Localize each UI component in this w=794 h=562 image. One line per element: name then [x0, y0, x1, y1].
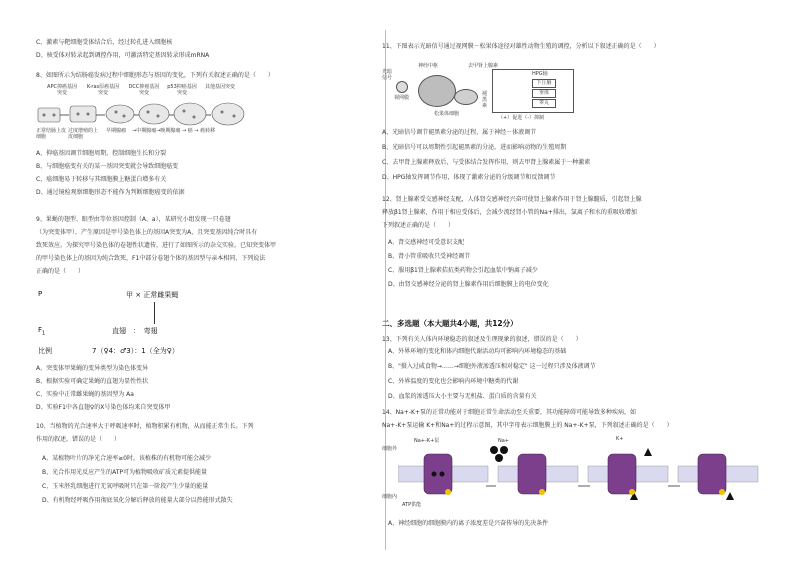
q10-option-b: B、光合作用光反应产生的ATP可为植物吸收矿质元素提供能量 — [42, 469, 208, 476]
stage-sequence: →中期腺瘤→晚期腺瘤 → 癌 → 癌转移 — [132, 128, 216, 134]
section-heading: 二、多选题（本大题共4小题，共12分） — [382, 319, 518, 328]
q8-option-c: C、癌细胞易于转移与其细胞膜上糖蛋白增多有关 — [36, 176, 167, 183]
q10-option-c: C、玉米胚乳细胞进行无氧呼吸时只在第一阶段产生少量的能量 — [42, 483, 209, 490]
q9-stem — [36, 213, 276, 278]
outside-label: 细胞外 — [382, 446, 398, 452]
pineal-gland — [454, 89, 478, 105]
q10-stem — [36, 420, 254, 446]
right-column — [382, 0, 794, 562]
pineal-pathway-figure — [382, 55, 592, 125]
q9-line-5: 正确的是（ ） — [36, 268, 85, 275]
retina-eye — [396, 81, 408, 93]
gene-kras: K-ras原癌基因突变 — [86, 84, 120, 96]
stage-early-adenoma: 早期腺瘤 — [106, 128, 127, 134]
q9-line-3: 致死效应。为探究甲号染色体的卷翅性状遗传，进行了如图所示的杂交实验。已知突变体甲 — [36, 242, 277, 249]
melatonin-label: 褪黑素 — [482, 91, 488, 109]
k-label: K+ — [616, 436, 624, 442]
pituitary-box: 垂体 — [532, 89, 556, 98]
pump-label: Na+-K+泵 — [414, 438, 440, 444]
cross-line — [154, 302, 155, 324]
q12-line-1: 12、肾上腺素受交感神经支配，人体肾交感神经兴奋可使肾上腺素作用于肾上腺髓质，引起肾上腺 — [382, 196, 642, 203]
q9-option-b: B、根据实验可确定果蝇的直翅为显性性状 — [36, 378, 149, 385]
gene-apc: APC抑癌基因突变 — [47, 84, 77, 96]
testis-box: 睾丸 — [532, 99, 556, 108]
neural-center-label: 神经中枢 — [418, 63, 439, 69]
q12-option-b: B、肾小管重吸收只受神经调节 — [388, 253, 471, 260]
retina-label: 视网膜 — [394, 95, 410, 101]
gene-p53: p53抑癌基因突变 — [167, 84, 197, 96]
cross-p: P — [38, 290, 43, 298]
q13-option-c: C、外界温度的变化也会影响内环境中糖类的代谢 — [388, 378, 519, 385]
q11-option-a: A、光暗信号调节褪黑素分泌的过程，属于神经－体液调节 — [382, 129, 537, 136]
option-d: D、核受体对转录起到调控作用，可激活特定基因转录形成mRNA — [36, 52, 210, 59]
q14-line-1: 14、Na+-K+泵的正常功能对于细胞正常生命活动至关重要，其功能障碍可能导致多种疾病，如 — [382, 409, 636, 416]
q10-line-2: 作用的叙述，错误的是（ ） — [36, 436, 121, 443]
left-column — [0, 0, 388, 562]
brain-center — [418, 75, 456, 107]
q12-option-a: A、肾交感神经可受意识支配 — [388, 239, 465, 246]
q12-options — [388, 236, 549, 292]
q13-option-a: A、外界环境的变化和体内细胞代谢活动均可影响内环境稳态的基础 — [388, 348, 567, 355]
q14-option-a: A、神经细胞的细胞膜内的离子浓度差是兴奋传导的先决条件 — [388, 520, 549, 527]
cross-parents: 甲 × 正常雌果蝇 — [126, 291, 179, 299]
gene-other: 其他基因突变 — [204, 84, 235, 90]
q9-option-c: C、实验中正常雌果蝇的基因型为 Aa — [36, 391, 134, 398]
q8-option-a: A、抑癌基因调节细胞周期，控制细胞生长和分裂 — [36, 150, 167, 157]
q11-option-c: C、去甲肾上腺素释放后，与受体结合发挥作用，则去甲肾上腺素属于一种激素 — [382, 159, 591, 166]
q9-option-d: D、实验F1中各直翅♀的X号染色体均来自突变体甲 — [36, 404, 171, 411]
na-label: Na+ — [498, 438, 509, 444]
q11-options — [382, 126, 590, 186]
q12-line-3: 下列叙述正确的是（ ） — [382, 222, 455, 229]
q14-line-2: Na+-K+泵运输 K+和Na+的过程示意图，其中字母表示细胞膜上的 Na+-K+泵，下列叙述正确的是（ ） — [382, 422, 673, 429]
q13-option-d: D、血浆的渗透压大小主要与无机盐、蛋白质的含量有关 — [388, 393, 537, 400]
cross-f1: $F_1$ — [38, 326, 46, 337]
na-k-pump-figure — [382, 436, 782, 512]
q10-options — [42, 452, 233, 508]
q8-options — [36, 147, 185, 199]
q12-option-c: C、服用β1肾上腺素拮抗类药物会引起血浆中钠离子减少 — [388, 267, 538, 274]
inside-label: 细胞内 — [382, 494, 398, 500]
q10-option-a: A、某植物叶片的净光合速率≥0时，该植株的有机物可能会减少 — [42, 455, 211, 462]
stage-normal: 正常结肠上皮细胞 — [36, 128, 67, 140]
hypothalamus-box: 下丘脑 — [532, 79, 556, 88]
q12-stem — [382, 193, 642, 232]
option-c: C、激素与靶细胞受体结合后，经过转孔进入细胞核 — [36, 39, 173, 46]
gene-dcc: DCC抑癌基因突变 — [128, 84, 160, 96]
cell-morphology-strip — [36, 100, 381, 128]
q9-line-4: 的甲号染色体上的基因为纯合致死，F1中部分卷翅个体的基因型与亲本相同，下列说法 — [36, 255, 266, 262]
q11-stem: 11、下图表示光暗信号通过视网膜－松果体途径对雄性动物生殖的调控，分析以下叙述正确的是（ ） — [382, 43, 660, 50]
pump-stages-svg — [398, 446, 778, 504]
q12-line-2: 释放β1肾上腺素，作用于相应受体后，会减少流经肾小管的Na+排出，氯离子和水的重吸收增加 — [382, 209, 637, 216]
q11-option-d: D、HPG轴发挥调节作用，体现了激素分泌的分级调节和反馈调节 — [382, 174, 556, 181]
cross-ratio-label: 比例 — [38, 347, 52, 355]
colon-cancer-figure — [36, 84, 381, 140]
q12-option-d: D、由肾交感神经分泌的肾上腺素作用后细胞膜上的电位变化 — [388, 281, 549, 288]
q13-option-b: B、"摄入过咸食物→……→细胞外液渗透压相对稳定" 这一过程只涉及体液调节 — [388, 363, 596, 370]
stage-hyperplasia: 过度增殖的上皮细胞 — [68, 128, 99, 140]
light-signal-label: 光暗信号 — [382, 69, 393, 81]
q9-option-a: A、突变体甲果蝇的变异类型为染色体变异 — [36, 365, 149, 372]
cross-ratio: 7（♀4：♂3）：1（全为♀） — [92, 347, 179, 355]
pineal-cell-label: 松果体细胞 — [434, 111, 460, 117]
q13-stem: 13、下列有关人体内环境稳态的叙述及生理现象的叙述，错误的是（ ） — [382, 336, 582, 343]
q7-options-tail — [36, 36, 209, 62]
q8-option-b: B、与细胞癌变有关的某一基因突变就会导致细胞癌变 — [36, 163, 179, 170]
q10-line-1: 10、当植物的光合速率大于呼吸速率时，植物积累有机物，从而能正常生长。下列 — [36, 423, 254, 430]
atp-label: ATP供能 — [402, 502, 422, 508]
q8-stem: 8、如图所示为结肠癌发病过程中细胞形态与基因的变化，下列有关叙述正确的是（ ） — [36, 72, 274, 79]
legend-note: （+）促进（-）抑制 — [498, 115, 544, 121]
q9-options — [36, 362, 170, 414]
norepinephrine-label: 去甲肾上腺素 — [468, 63, 499, 69]
cross-f1-phenotypes: 直翅 ： 弯翅 — [112, 327, 158, 335]
q11-option-b: B、光暗信号可以周期性引起褪黑素的分泌，进而影响动物的生殖周期 — [382, 144, 567, 151]
q14-stem — [382, 406, 673, 432]
q8-option-d: D、通过镜检观察细胞形态不能作为判断细胞癌变的依据 — [36, 189, 185, 196]
q13-options — [388, 345, 596, 405]
hpg-label: HPG轴 — [532, 71, 548, 77]
q10-option-d: D、有机物经呼吸作用彻底氧化分解后释放的能量大部分以热能形式散失 — [42, 497, 233, 504]
q9-line-2: （为突变体甲），产生原因是甲号染色体上的基因A突变为A，且突变基因纯合时具有 — [36, 229, 258, 236]
cross-diagram — [36, 288, 381, 358]
q9-line-1: 9、果蝇的翅型、眼型由等位基因控制（A、a），某研究小组发现一只卷翅 — [36, 216, 231, 223]
